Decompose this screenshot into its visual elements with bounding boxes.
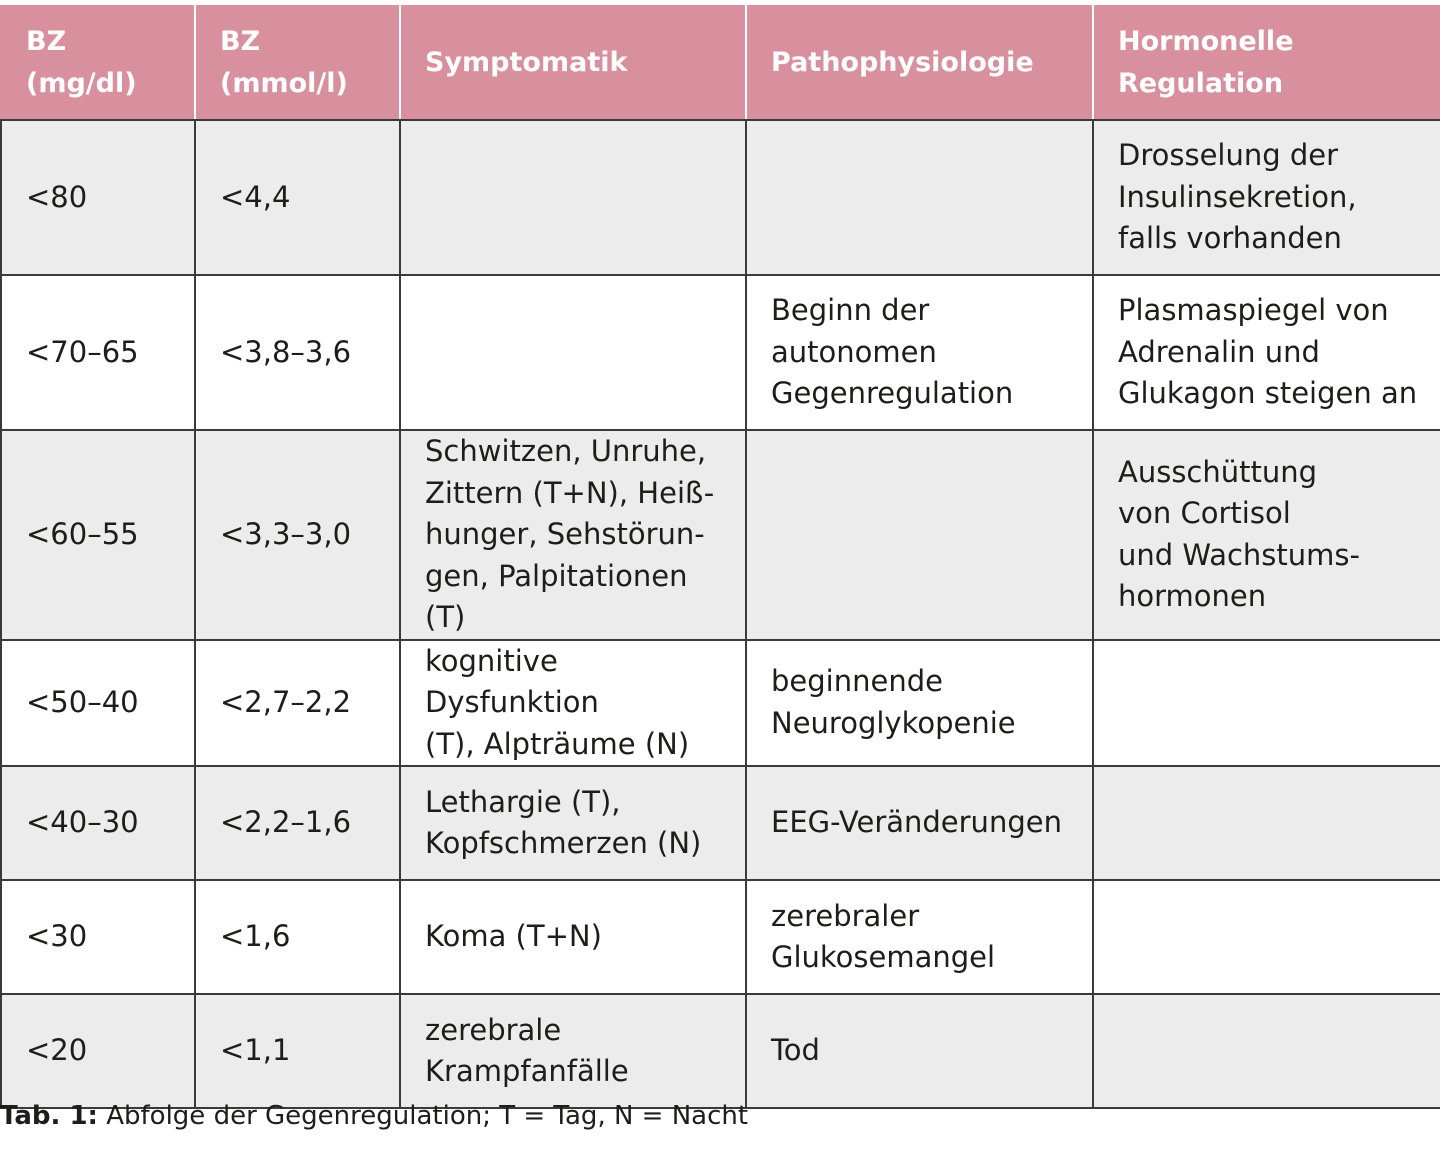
table-row (1, 766, 1440, 880)
cell-pathophysiologie: zerebraler Glukosemangel (746, 880, 1093, 994)
table-row (1, 275, 1440, 430)
table-header-row (1, 6, 1440, 120)
table-row (1, 120, 1440, 275)
table-row (1, 640, 1440, 767)
cell-pathophysiologie: Beginn der autonomen Gegenregulation (746, 275, 1093, 430)
header-hormonelle-regulation: Hormonelle Regulation (1093, 6, 1440, 120)
cell-bz-mmol: <1,1 (195, 994, 400, 1108)
cell-pathophysiologie: beginnende Neuroglykopenie (746, 640, 1093, 767)
cell-bz-mgdl: <30 (1, 880, 195, 994)
header-bz-mmol: BZ (mmol/l) (195, 6, 400, 120)
cell-bz-mmol: <2,2–1,6 (195, 766, 400, 880)
cell-bz-mgdl: <50–40 (1, 640, 195, 767)
cell-symptomatik: zerebrale Krampfanfälle (400, 994, 746, 1108)
cell-regulation: Ausschüttung von Cortisol und Wachstums- hormonen (1093, 430, 1440, 640)
cell-symptomatik: Schwitzen, Unruhe, Zittern (T+N), Heiß- hunger, Sehstörun- gen, Palpitationen (T) (400, 430, 746, 640)
header-symptomatik: Symptomatik (400, 6, 746, 120)
cell-regulation: Drosselung der Insulinsekretion, falls vorhanden (1093, 120, 1440, 275)
cell-symptomatik (400, 120, 746, 275)
cell-pathophysiologie: EEG-Veränderungen (746, 766, 1093, 880)
cell-symptomatik: Koma (T+N) (400, 880, 746, 994)
table-row (1, 994, 1440, 1108)
cell-pathophysiologie: Tod (746, 994, 1093, 1108)
cell-symptomatik: kognitive Dysfunktion (T), Alpträume (N) (400, 640, 746, 767)
header-bz-mgdl: BZ (mg/dl) (1, 6, 195, 120)
cell-bz-mmol: <1,6 (195, 880, 400, 994)
table-row (1, 880, 1440, 994)
caption-label: Tab. 1: (0, 1101, 98, 1131)
cell-regulation (1093, 880, 1440, 994)
cell-regulation (1093, 994, 1440, 1108)
table-row (1, 430, 1440, 640)
glucose-counterregulation-table (0, 5, 1440, 1109)
cell-bz-mmol: <4,4 (195, 120, 400, 275)
cell-bz-mgdl: <80 (1, 120, 195, 275)
cell-bz-mmol: <3,8–3,6 (195, 275, 400, 430)
cell-bz-mgdl: <70–65 (1, 275, 195, 430)
cell-bz-mgdl: <40–30 (1, 766, 195, 880)
table-caption (0, 1097, 748, 1135)
cell-bz-mmol: <3,3–3,0 (195, 430, 400, 640)
header-pathophysiologie: Pathophysiologie (746, 6, 1093, 120)
cell-symptomatik: Lethargie (T), Kopfschmerzen (N) (400, 766, 746, 880)
cell-pathophysiologie (746, 120, 1093, 275)
cell-bz-mgdl: <20 (1, 994, 195, 1108)
cell-regulation (1093, 766, 1440, 880)
cell-symptomatik (400, 275, 746, 430)
cell-pathophysiologie (746, 430, 1093, 640)
cell-bz-mmol: <2,7–2,2 (195, 640, 400, 767)
cell-regulation (1093, 640, 1440, 767)
cell-regulation: Plasmaspiegel von Adrenalin und Glukagon steigen an (1093, 275, 1440, 430)
cell-bz-mgdl: <60–55 (1, 430, 195, 640)
caption-text: Abfolge der Gegenregulation; T = Tag, N = Nacht (97, 1101, 749, 1131)
